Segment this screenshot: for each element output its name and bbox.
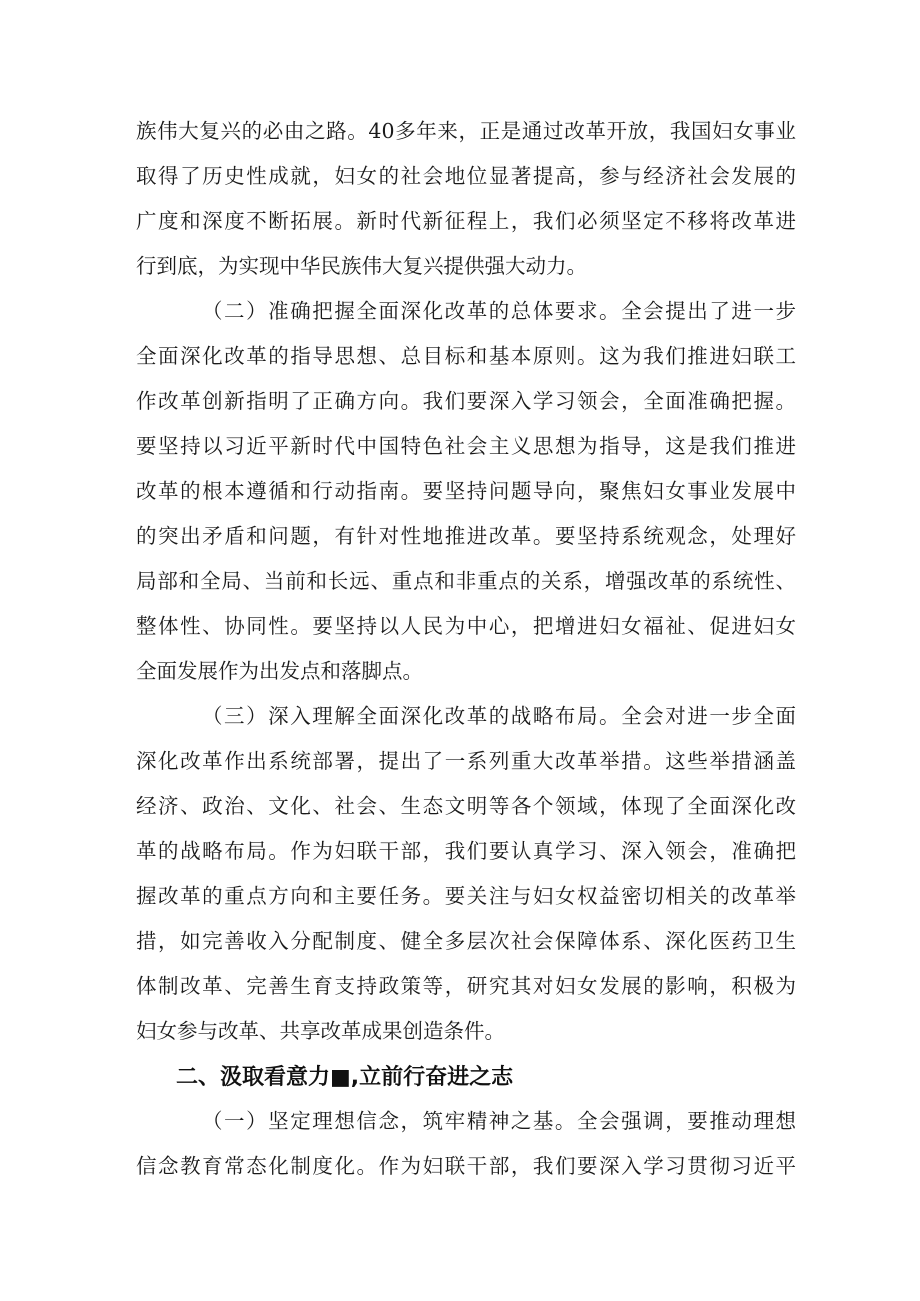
paragraph-line: （二）准确把握全面深化改革的总体要求。全会提出了进一步	[202, 299, 796, 323]
paragraph-line: 全面发展作为出发点和落脚点。	[136, 659, 423, 683]
paragraph-line: 信念教育常态化制度化。作为妇联干部，我们要深入学习贯彻习近平	[136, 1154, 796, 1178]
paragraph-line: 握改革的重点方向和主要任务。要关注与妇女权益密切相关的改革举	[136, 884, 796, 908]
paragraph-line: 作改革创新指明了正确方向。我们要深入学习领会，全面准确把握。	[136, 389, 796, 413]
paragraph-line: 要坚持以习近平新时代中国特色社会主义思想为指导，这是我们推进	[136, 434, 796, 458]
paragraph-line: 广度和深度不断拓展。新时代新征程上，我们必须坚定不移将改革进	[136, 209, 796, 233]
paragraph-line: 取得了历史性成就，妇女的社会地位显著提高，参与经济社会发展的	[136, 164, 796, 188]
paragraph-line: 全面深化改革的指导思想、总目标和基本原则。这为我们推进妇联工	[136, 344, 796, 368]
paragraph-line: 深化改革作出系统部署，提出了一系列重大改革举措。这些举措涵盖	[136, 749, 796, 773]
paragraph-line: 经济、政治、文化、社会、生态文明等各个领域，体现了全面深化改	[136, 794, 796, 818]
paragraph-line: 体制改革、完善生育支持政策等，研究其对妇女发展的影响，积极为	[136, 974, 796, 998]
paragraph-line: 妇女参与改革、共享改革成果创造条件。	[136, 1019, 505, 1043]
paragraph-line: 行到底，为实现中华民族伟大复兴提供强大动力。	[136, 254, 587, 278]
paragraph-line: 的突出矛盾和问题，有针对性地推进改革。要坚持系统观念，处理好	[136, 524, 796, 548]
paragraph-line: 改革的根本遵循和行动指南。要坚持问题导向，聚焦妇女事业发展中	[136, 479, 796, 503]
paragraph-line: 族伟大复兴的必由之路。40多年来，正是通过改革开放，我国妇女事业	[136, 119, 796, 143]
paragraph-line: 革的战略布局。作为妇联干部，我们要认真学习、深入领会，准确把	[136, 839, 796, 863]
paragraph-line: 整体性、协同性。要坚持以人民为中心，把增进妇女福祉、促进妇女	[136, 614, 796, 638]
section-heading: 二、汲取看意力■,立前行奋进之志	[176, 1065, 514, 1090]
paragraph-line: 措，如完善收入分配制度、健全多层次社会保障体系、深化医药卫生	[136, 929, 796, 953]
paragraph-line: 局部和全局、当前和长远、重点和非重点的关系，增强改革的系统性、	[136, 569, 796, 593]
paragraph-line: （三）深入理解全面深化改革的战略布局。全会对进一步全面	[202, 704, 796, 728]
paragraph-line: （一）坚定理想信念，筑牢精神之基。全会强调，要推动理想	[202, 1109, 796, 1133]
